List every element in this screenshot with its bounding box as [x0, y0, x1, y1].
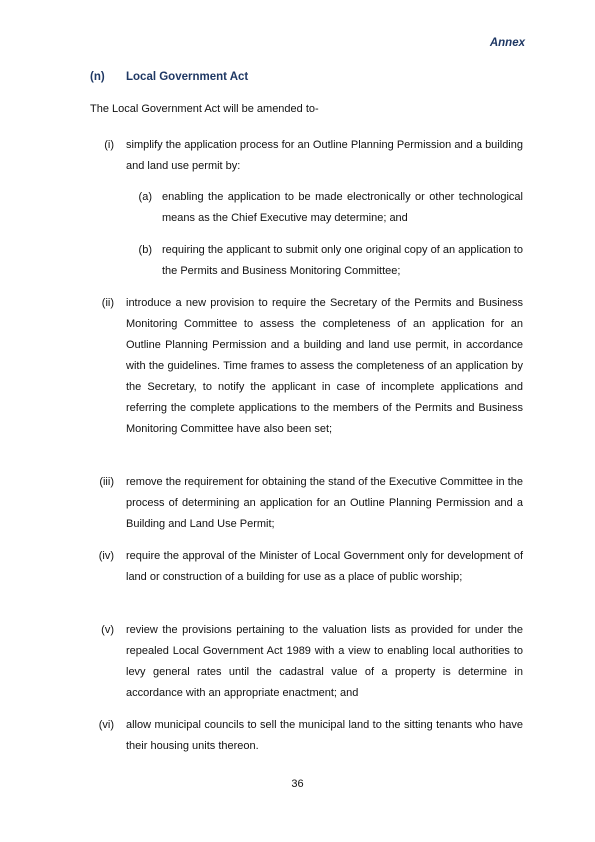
section-title: Local Government Act: [126, 71, 249, 83]
list-item-text: remove the requirement for obtaining the stand of the Executive Committee in the process of determining an application for an Outline Planning Permission and a Building and Land Use Permit;: [126, 476, 523, 530]
list-item-text: review the provisions pertaining to the valuation lists as provided for under the repealed Local Government Act 1989 with a view to enabling local authorities to levy general rates until the cadastral value of a property is determine in accordance with an appropriate enactment; and: [126, 624, 523, 699]
list-item-text: require the approval of the Minister of Local Government only for development of land or construction of a building for use as a place of public worship;: [126, 550, 523, 583]
sub-item-label: (a): [138, 191, 152, 203]
page-header-annex: Annex: [489, 37, 525, 49]
sub-item-text: enabling the application to be made electronically or other technological means as the Chief Executive may determine; and: [162, 191, 523, 224]
list-item-label: (iv): [98, 550, 114, 562]
list-item-label: (i): [104, 139, 114, 151]
list-item-text: introduce a new provision to require the Secretary of the Permits and Business Monitoring Committee to assess the completeness of an application for an Outline Planning Permission and a building and land use permit, in accordance with the guidelines. Time frames to assess the completeness of an application by the Secretary, to notify the applicant in case of incomplete applications and referring the complete applications to the members of the Permits and Business Monitoring Committee have also been set;: [126, 297, 523, 435]
sub-item-b: [138, 240, 523, 282]
page-number: 36: [291, 778, 304, 790]
list-item-label: (vi): [98, 719, 114, 731]
list-item-i: [104, 135, 523, 177]
sub-item-text: requiring the applicant to submit only one original copy of an application to the Permits and Business Monitoring Committee;: [162, 244, 523, 277]
list-item-iv: [98, 546, 523, 588]
list-item-vi: [98, 715, 523, 757]
list-item-ii: [101, 293, 523, 440]
list-item-text: simplify the application process for an Outline Planning Permission and a building and land use permit by:: [126, 139, 523, 172]
sub-item-label: (b): [138, 244, 152, 256]
list-item-label: (iii): [99, 476, 114, 488]
sub-item-a: [138, 187, 523, 229]
list-item-text: allow municipal councils to sell the municipal land to the sitting tenants who have their housing units thereon.: [126, 719, 523, 752]
list-item-label: (v): [101, 624, 114, 636]
list-item-iii: [99, 472, 523, 535]
list-item-label: (ii): [101, 297, 114, 309]
section-number: (n): [90, 71, 105, 83]
intro-paragraph: The Local Government Act will be amended to-: [90, 103, 319, 115]
list-item-v: [101, 620, 523, 704]
section-heading: [90, 71, 248, 83]
